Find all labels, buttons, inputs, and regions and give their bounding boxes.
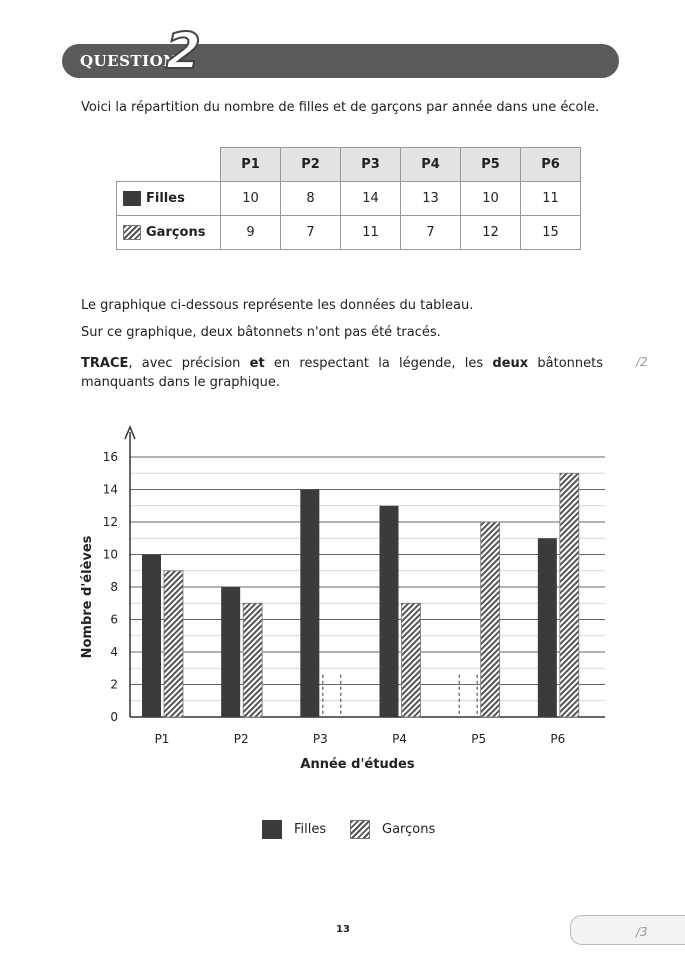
table-header-cell: P5 [461,148,521,182]
table-cell: 9 [221,216,281,250]
row-header-filles [117,182,221,216]
table-cell: 8 [281,182,341,216]
instruction-emphasis: et [249,356,265,371]
page-score: /3 [636,925,648,939]
bar-garcons [164,571,183,717]
x-tick-label: P2 [233,732,249,746]
y-tick-label: 0 [110,710,118,724]
table-row-garcons [117,216,581,250]
x-tick-label: P5 [471,732,487,746]
bar-filles [221,587,240,717]
y-tick-label: 4 [110,645,118,659]
table-cell: 14 [341,182,401,216]
bar-garcons [243,603,262,717]
table-row-filles [117,182,581,216]
x-tick-label: P1 [154,732,170,746]
y-tick-label: 8 [110,580,118,594]
bar-filles [300,490,319,718]
page-number: 13 [336,924,350,935]
table-cell: 13 [401,182,461,216]
table-cell: 12 [461,216,521,250]
table-header-cell: P2 [281,148,341,182]
instruction-fragment: bâtonnets manquants dans le graphique. [81,356,604,390]
instruction-fragment: en respectant la légende, les [264,356,493,371]
table-header-cell: P3 [341,148,401,182]
row-label: Garçons [146,225,206,240]
table-cell: 10 [461,182,521,216]
table-header-row [117,148,581,182]
question-number: 2 [166,22,201,80]
x-tick-label: P3 [312,732,328,746]
bar-filles [538,538,557,717]
table-corner [117,148,221,182]
y-tick-label: 2 [110,677,118,692]
instruction-emphasis: deux [492,356,529,371]
table-cell: 7 [281,216,341,250]
legend-filles [262,820,326,839]
instruction-verb: TRACE [81,356,129,371]
table-header-cell: P4 [401,148,461,182]
y-tick-label: 6 [110,612,118,627]
data-table [116,147,581,250]
y-tick-label: 14 [102,482,118,497]
bar-garcons [560,473,579,717]
table-header-cell: P1 [221,148,281,182]
bar-filles [142,555,161,718]
table-cell: 10 [221,182,281,216]
intro-text: Voici la répartition du nombre de filles et de garçons par année dans une école. [81,100,600,115]
y-tick-label: 16 [102,450,118,464]
bar-chart [70,420,630,780]
question-label: QUESTION [80,52,178,70]
table-cell: 15 [521,216,581,250]
x-axis-label: Année d'études [300,757,415,772]
x-tick-label: P6 [550,732,566,746]
y-tick-label: 12 [102,515,118,529]
instruction-fragment: , avec précision [128,356,250,371]
y-axis-label: Nombre d'élèves [80,535,95,659]
table-cell: 7 [401,216,461,250]
row-label: Filles [146,191,185,206]
bar-garcons [402,603,421,717]
legend-garcons [350,820,435,839]
score-instruction: /2 [636,355,648,369]
y-tick-label: 10 [102,547,118,562]
bar-filles [380,506,399,717]
legend-label-filles: Filles [294,822,327,837]
table-cell: 11 [521,182,581,216]
instruction-text [81,354,603,392]
garcons-legend-icon [350,820,370,839]
filles-legend-icon [262,820,282,839]
chart-description-text: Le graphique ci-dessous représente les données du tableau. [81,298,474,313]
row-header-garcons [117,216,221,250]
bar-garcons [481,522,500,717]
garcons-swatch-icon [123,225,141,240]
page-score-box [570,915,685,945]
x-tick-label: P4 [392,732,407,746]
filles-swatch-icon [123,191,141,206]
missing-bars-text: Sur ce graphique, deux bâtonnets n'ont pas été tracés. [81,325,441,340]
table-cell: 11 [341,216,401,250]
table-header-cell: P6 [521,148,581,182]
legend-label-garcons: Garçons [382,822,436,837]
